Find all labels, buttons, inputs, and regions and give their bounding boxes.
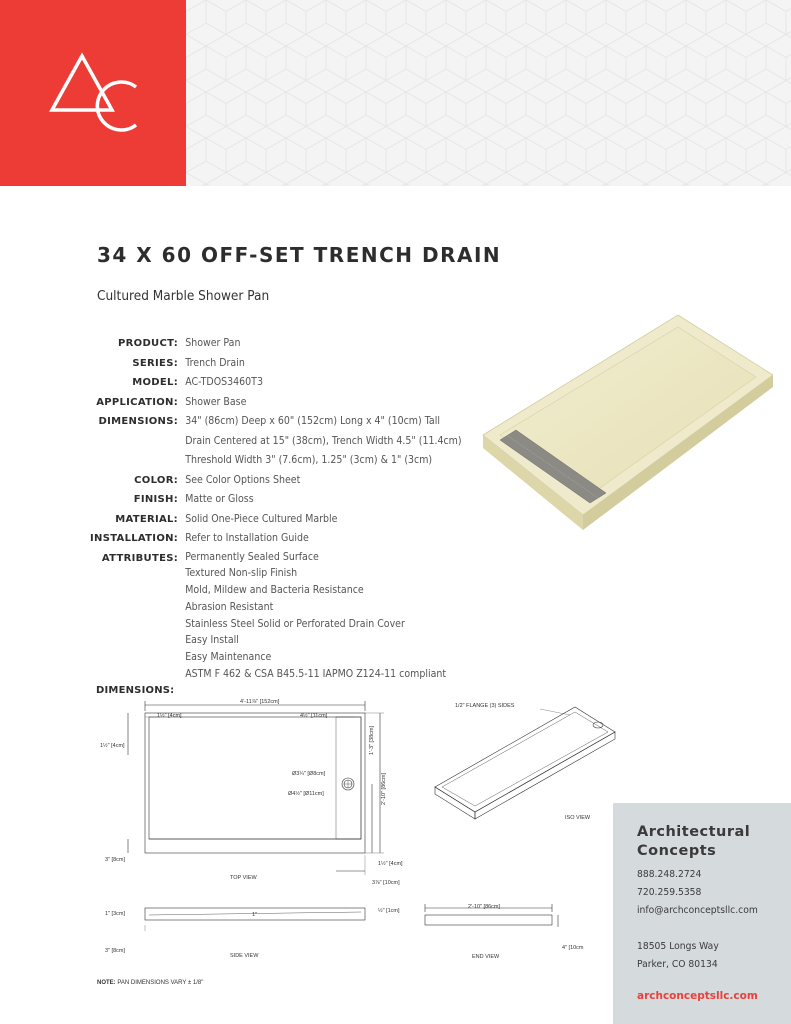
attribute-item: Easy Install: [185, 634, 239, 647]
dim-end-height: 4" [10cm: [562, 945, 584, 951]
spec-row-installation: [90, 529, 493, 549]
flange-label: 1/2" FLANGE (3) SIDES: [455, 703, 515, 709]
attribute-item: Easy Maintenance: [185, 651, 272, 664]
phone-secondary[interactable]: 720.259.5358: [637, 887, 702, 898]
spec-value: Trench Drain: [185, 356, 245, 369]
dim-side-bottom: 3" [8cm]: [105, 948, 125, 954]
spec-row-dimensions: [90, 412, 493, 471]
dim-drain-center: 1'-3" [38cm]: [369, 726, 375, 755]
spec-label: ATTRIBUTES:: [101, 552, 178, 564]
spec-value: See Color Options Sheet: [185, 473, 301, 486]
spec-value: Matte or Gloss: [185, 493, 254, 505]
spec-label: PRODUCT:: [118, 338, 178, 349]
spec-line: 34" (86cm) Deep x 60" (152cm) Long x 4" (10cm) Tall: [185, 415, 440, 427]
spec-value: [178, 549, 446, 683]
spec-value: Shower Pan: [185, 337, 241, 349]
end-view-label: END VIEW: [472, 954, 500, 960]
dim-left-inset: 1½" [4cm]: [157, 713, 182, 719]
spec-label: SERIES:: [132, 357, 178, 369]
header-pattern: [186, 0, 791, 186]
note-text: PAN DIMENSIONS VARY ± 1/8": [117, 980, 204, 986]
dim-threshold: 3" [8cm]: [105, 857, 125, 863]
attribute-item: Permanently Sealed Surface: [185, 550, 319, 563]
spec-row-material: [90, 510, 493, 530]
attribute-item: ASTM F 462 & CSA B45.5-11 IAPMO Z124-11 compliant: [185, 668, 447, 681]
dim-drain-outer: Ø4½" [Ø11cm]: [288, 791, 324, 797]
spec-label: COLOR:: [134, 474, 178, 486]
spec-row-model: [90, 373, 493, 393]
spec-label: INSTALLATION:: [90, 533, 179, 544]
spec-line: Drain Centered at 15" (38cm), Trench Width 4.5" (11.4cm): [185, 434, 462, 447]
spec-value: Shower Base: [185, 395, 247, 408]
company-line: Architectural: [637, 824, 751, 840]
spec-row-finish: [90, 490, 493, 510]
spec-row-attributes: [90, 549, 493, 683]
spec-value: Solid One-Piece Cultured Marble: [185, 512, 338, 525]
company-name: [637, 823, 750, 861]
top-view-label: TOP VIEW: [230, 875, 257, 881]
spec-list: [90, 334, 493, 683]
dim-depth: 2'-10" [86cm]: [381, 772, 387, 805]
spec-label: FINISH:: [133, 494, 178, 505]
dim-end-width: 2'-10" [86cm]: [468, 904, 501, 910]
page-subtitle: Cultured Marble Shower Pan: [97, 288, 270, 304]
dim-trench-width: 4½" [11cm]: [300, 713, 328, 719]
technical-drawing: [100, 695, 620, 995]
attribute-item: Abrasion Resistant: [185, 600, 274, 613]
dim-side-top: 1" [3cm]: [105, 911, 125, 917]
dim-drain-inner: Ø3¼" [Ø8cm]: [292, 771, 326, 777]
address-line-2: Parker, CO 80134: [637, 959, 718, 970]
spec-row-application: [90, 393, 493, 413]
dim-top-length: 4'-11⅞" [152cm]: [240, 699, 280, 705]
attribute-item: Stainless Steel Solid or Perforated Drain Cover: [185, 617, 405, 630]
note-label: NOTE:: [97, 980, 116, 986]
spec-row-product: [90, 334, 493, 354]
page-title: 34 X 60 OFF-SET TRENCH DRAIN: [97, 243, 502, 267]
spec-value: Refer to Installation Guide: [185, 532, 309, 544]
note: [97, 980, 203, 986]
top-view-outline: [145, 713, 365, 853]
spec-label: APPLICATION:: [96, 396, 178, 408]
website-link[interactable]: archconceptsllc.com: [637, 990, 758, 1002]
iso-view-label: ISO VIEW: [565, 815, 591, 821]
spec-line: Threshold Width 3" (7.6cm), 1.25" (3cm) & 1" (3cm): [185, 454, 433, 466]
contact-panel: [613, 803, 791, 1024]
dim-side-right: ½" [1cm]: [378, 908, 400, 914]
company-line: Concepts: [637, 843, 717, 859]
spec-row-color: [90, 471, 493, 491]
spec-value: AC-TDOS3460T3: [185, 376, 263, 388]
address-line-1: 18505 Longs Way: [637, 941, 719, 952]
attribute-item: Mold, Mildew and Bacteria Resistance: [185, 584, 364, 597]
dim-left-edge: 1½" [4cm]: [100, 743, 125, 749]
brand-block: [0, 0, 186, 186]
side-view-label: SIDE VIEW: [230, 953, 259, 959]
spec-value: [178, 412, 462, 471]
spec-label: MATERIAL:: [115, 513, 178, 525]
attribute-item: Textured Non-slip Finish: [185, 567, 298, 580]
dim-overall-right: 3⅞" [10cm]: [372, 880, 400, 886]
dimensions-heading: DIMENSIONS:: [96, 685, 175, 696]
email-link[interactable]: info@archconceptsllc.com: [637, 905, 758, 916]
ac-logo-icon: [40, 42, 140, 142]
phone-primary[interactable]: 888.248.2724: [637, 869, 702, 880]
spec-label: DIMENSIONS:: [98, 416, 178, 427]
spec-label: MODEL:: [132, 377, 178, 388]
dim-side-mid: 1": [252, 912, 258, 918]
spec-row-series: [90, 354, 493, 374]
shower-pan-render: [478, 305, 773, 545]
dim-right-edge: 1½" [4cm]: [378, 861, 403, 867]
